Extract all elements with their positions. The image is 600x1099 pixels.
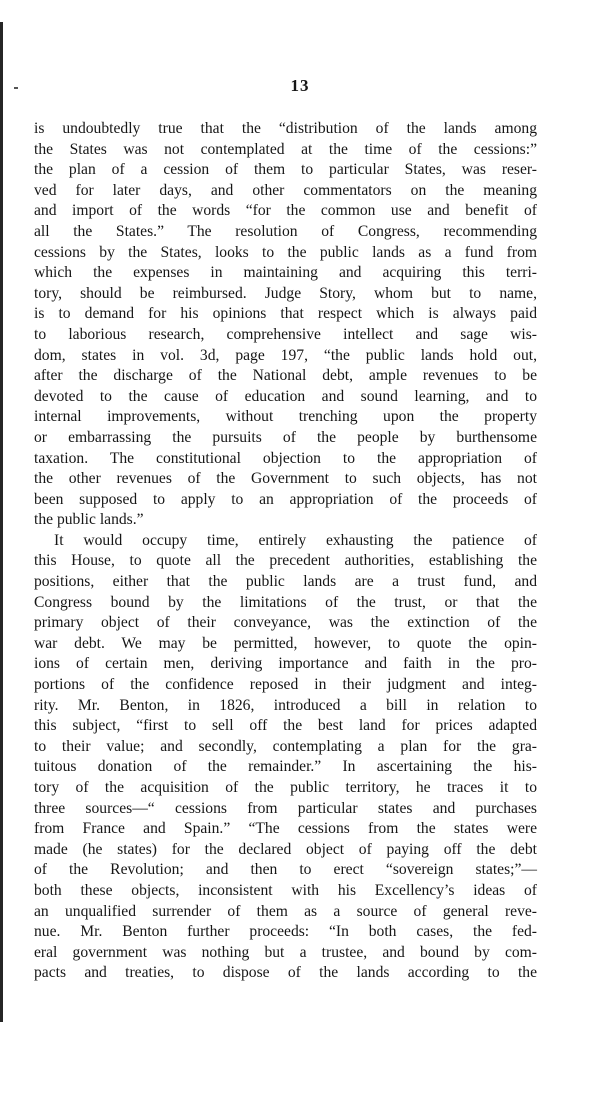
text-line: ved for later days, and other commentators on the meaning xyxy=(34,181,537,199)
text-line: is to demand for his opinions that respect which is always paid xyxy=(34,305,537,323)
text-line: nue. Mr. Benton further proceeds: “In both cases, the fed- xyxy=(34,923,537,941)
text-line: It would occupy time, entirely exhausting the patience of xyxy=(54,531,537,549)
text-line: primary object of their conveyance, was the extinction of the xyxy=(34,614,537,632)
text-line: ions of certain men, deriving importance and faith in the pro- xyxy=(34,655,537,673)
body-text xyxy=(34,119,537,984)
text-line: devoted to the cause of education and sound learning, and to xyxy=(34,387,537,405)
text-line: portions of the confidence reposed in their judgment and integ- xyxy=(34,676,537,694)
text-line: after the discharge of the National debt, ample revenues to be xyxy=(34,367,537,385)
text-line: to their value; and secondly, contemplating a plan for the gra- xyxy=(34,737,537,755)
text-line: which the expenses in maintaining and acquiring this terri- xyxy=(34,264,537,282)
text-line: is undoubtedly true that the “distribution of the lands among xyxy=(34,120,537,137)
text-line: the public lands.” xyxy=(34,511,144,529)
scan-edge xyxy=(0,22,3,1022)
text-line: this House, to quote all the precedent authorities, establishing the xyxy=(34,552,537,570)
text-line: taxation. The constitutional objection to the appropriation of xyxy=(34,449,537,467)
text-line: this subject, “first to sell off the best land for prices adapted xyxy=(34,717,537,735)
text-line: tory of the acquisition of the public territory, he traces it to xyxy=(34,779,537,796)
text-line: all the States.” The resolution of Congress, recommending xyxy=(34,222,537,240)
text-line: the other revenues of the Government to such objects, has not xyxy=(34,470,537,488)
text-line: both these objects, inconsistent with his Excellency’s ideas of xyxy=(34,881,537,899)
text-line: to laborious research, comprehensive intellect and sage wis- xyxy=(34,325,537,343)
text-line: from France and Spain.” “The cessions from the states were xyxy=(34,820,537,838)
text-line: cessions by the States, looks to the public lands as a fund from xyxy=(34,243,537,261)
text-line: the plan of a cession of them to particular States, was reser- xyxy=(34,161,537,179)
text-line: an unqualified surrender of them as a source of general reve- xyxy=(34,902,537,920)
text-line: the States was not contemplated at the time of the cessions:” xyxy=(34,140,537,158)
text-line: made (he states) for the declared object of paying off the debt xyxy=(34,840,537,858)
paragraph xyxy=(34,531,537,984)
text-line: war debt. We may be permitted, however, to quote the opin- xyxy=(34,634,537,652)
paragraph xyxy=(34,119,537,531)
text-line: tuitous donation of the remainder.” In ascertaining the his- xyxy=(34,758,537,776)
page-number: 13 xyxy=(290,76,310,95)
text-line: eral government was nothing but a trustee, and bound by com- xyxy=(34,943,537,961)
text-line: tory, should be reimbursed. Judge Story, whom but to name, xyxy=(34,284,537,302)
text-line: of the Revolution; and then to erect “sovereign states;”— xyxy=(34,861,537,879)
text-line: rity. Mr. Benton, in 1826, introduced a bill in relation to xyxy=(34,696,537,714)
text-line: internal improvements, without trenching upon the property xyxy=(34,408,537,426)
text-line: dom, states in vol. 3d, page 197, “the public lands hold out, xyxy=(34,346,537,364)
text-line: been supposed to apply to an appropriation of the proceeds of xyxy=(34,490,537,508)
text-line: Congress bound by the limitations of the trust, or that the xyxy=(34,593,537,611)
text-line: and import of the words “for the common use and benefit of xyxy=(34,202,537,220)
text-line: positions, either that the public lands are a trust fund, and xyxy=(34,573,537,591)
text-line: three sources—“ cessions from particular states and purchases xyxy=(34,799,537,817)
text-line: or embarrassing the pursuits of the people by burthensome xyxy=(34,428,537,446)
text-line: pacts and treaties, to dispose of the lands according to the xyxy=(34,964,537,982)
